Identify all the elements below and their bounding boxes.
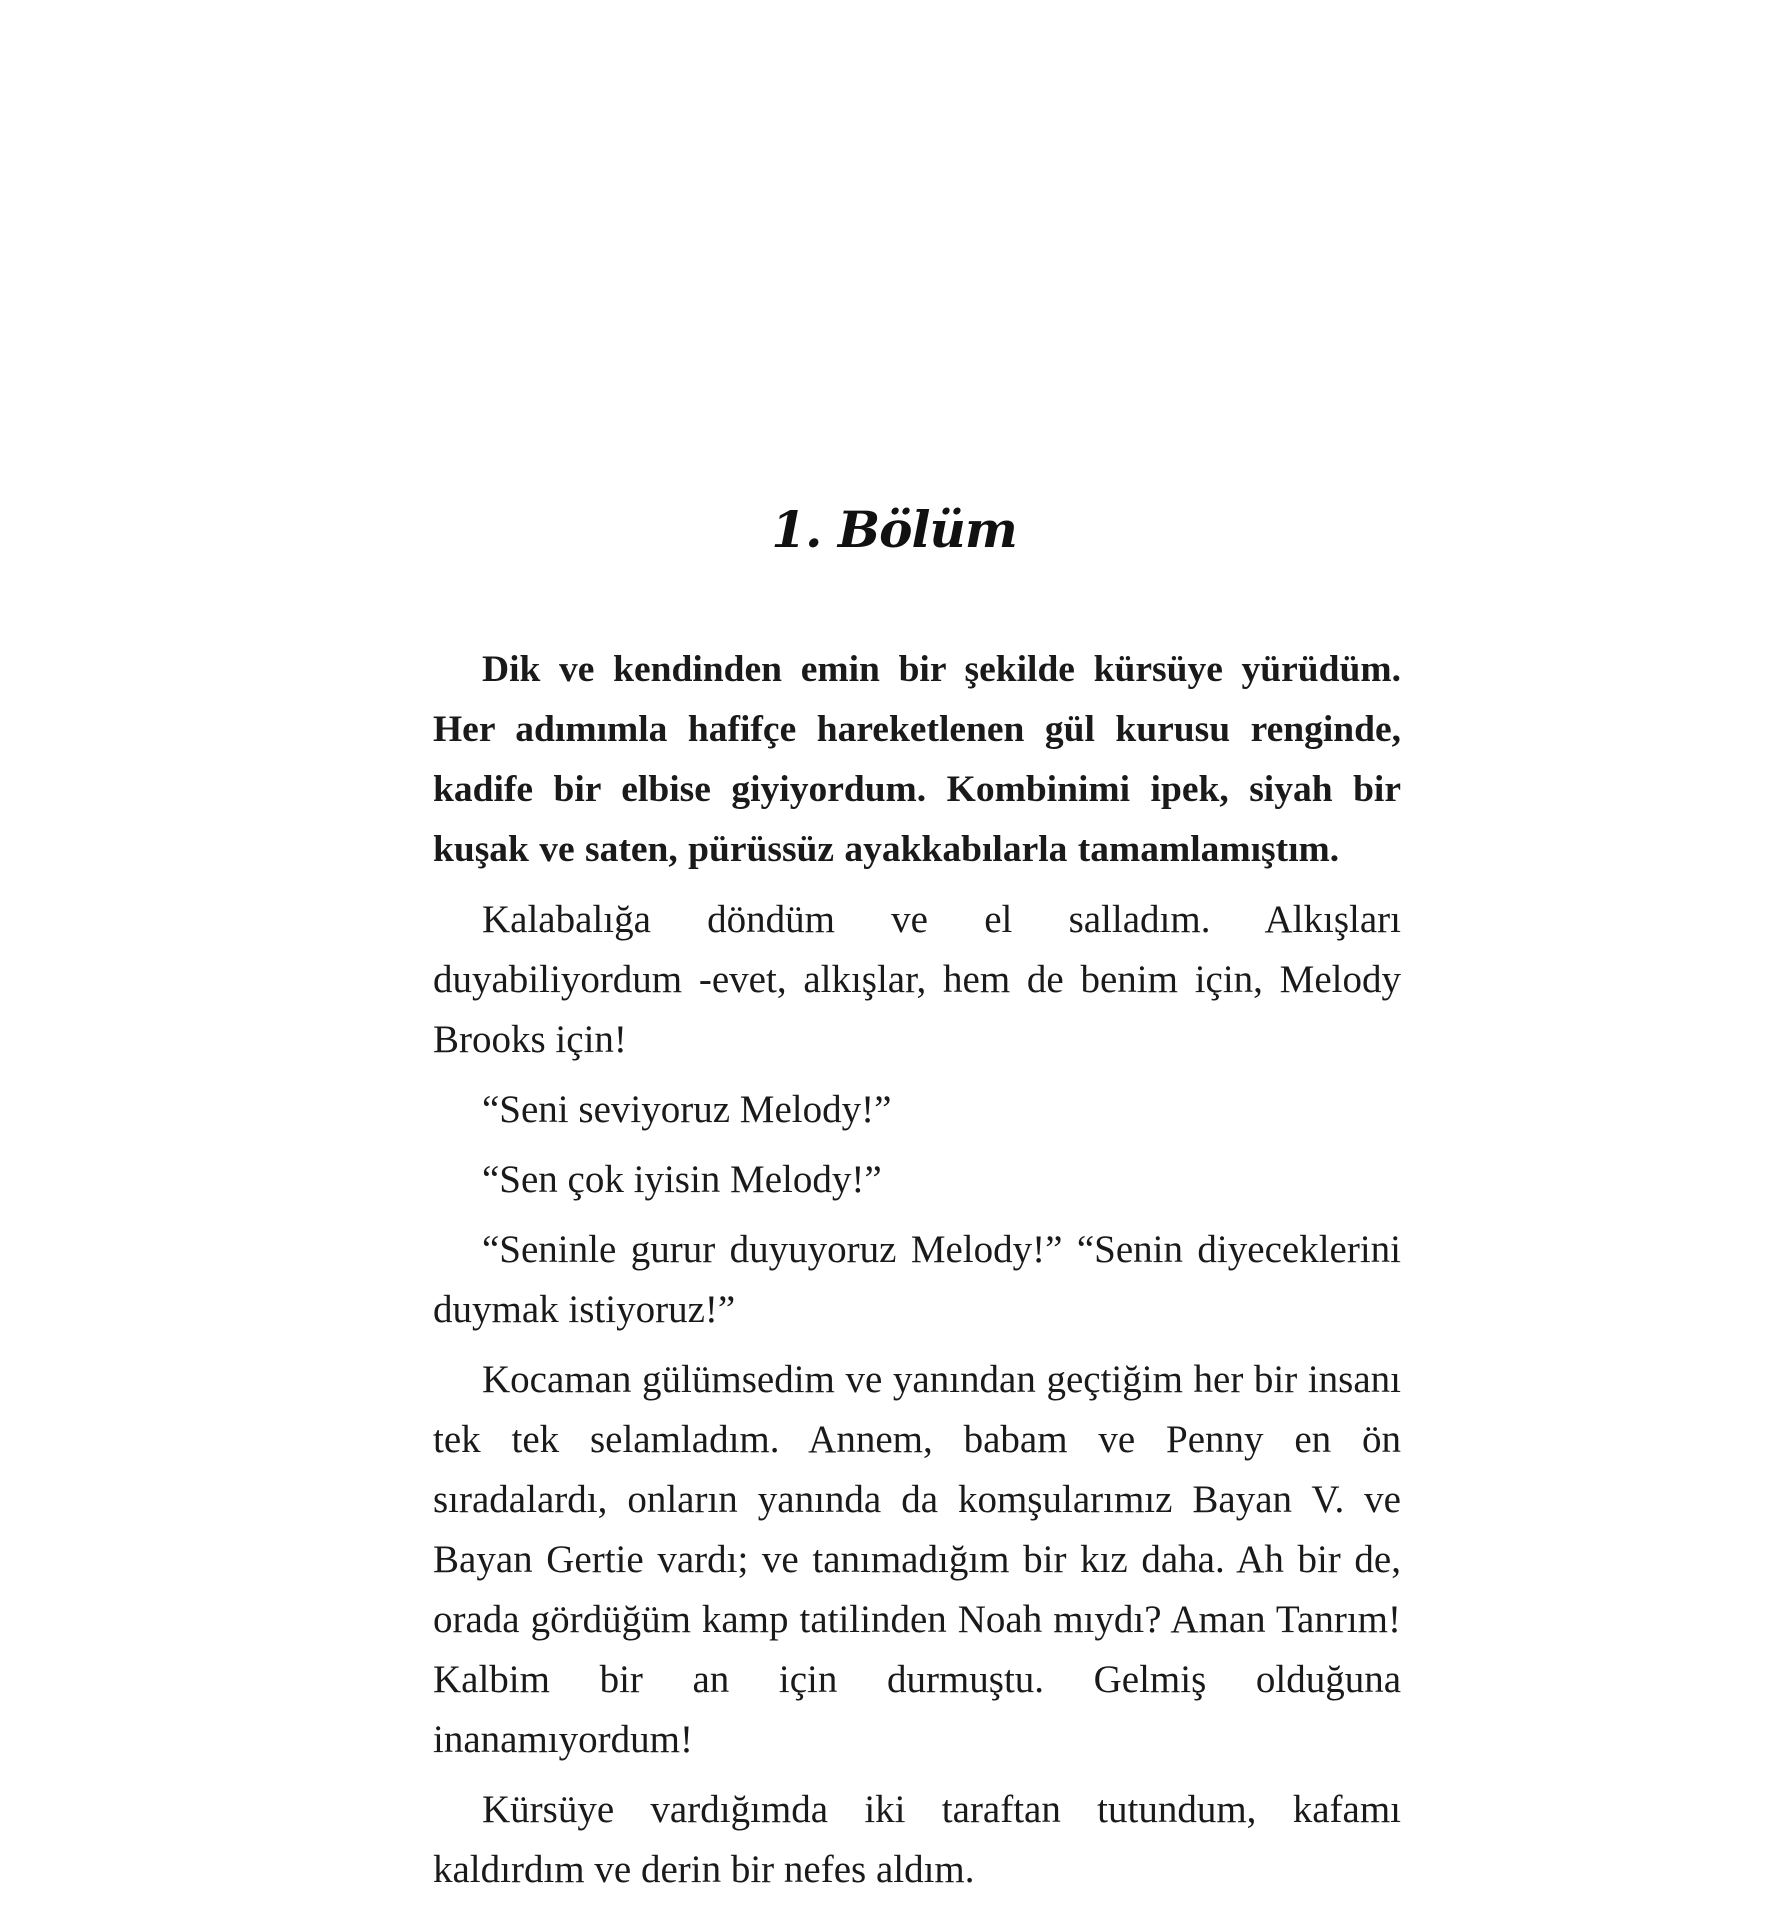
paragraph-dialogue: “Seninle gurur duyuyoruz Melody!” “Senin diyeceklerini duymak istiyoruz!” <box>433 1228 1401 1331</box>
paragraph: Kocaman gülümsedim ve yanından geçtiğim her bir insanı tek tek selamladım. Annem, babam ve Penny en ön sıradalardı, onların yanında da komşularımız Bayan V. ve Bayan Gertie vardı; ve tanımadığım bir kız daha. Ah bir de, orada gördüğüm kamp tatilinden Noah mıydı? Aman Tanrım! Kalbim bir an için durmuştu. Gelmiş olduğuna inanamıyordum! <box>433 1358 1401 1761</box>
paragraph-opening: Dik ve kendinden emin bir şekilde kürsüye yürüdüm. Her adımımla hafifçe hareketlenen gül kurusu renginde, kadife bir elbise giyiyordum. Kombinimi ipek, siyah bir kuşak ve saten, pürüssüz ayakkabılarla tamamlamıştım. <box>433 649 1401 870</box>
paragraph: Kürsüye vardığımda iki taraftan tutundum, kafamı kaldırdım ve derin bir nefes aldım. <box>433 1788 1401 1891</box>
paragraph: Kalabalığa döndüm ve el salladım. Alkışları duyabiliyordum -evet, alkışlar, hem de benim için, Melody Brooks için! <box>433 898 1401 1061</box>
chapter-body <box>433 640 1401 1910</box>
chapter-title: 1. Bölüm <box>771 500 1017 559</box>
paragraph-dialogue: “Sen çok iyisin Melody!” <box>482 1158 882 1201</box>
paragraph-dialogue: “Seni seviyoruz Melody!” <box>482 1088 892 1131</box>
